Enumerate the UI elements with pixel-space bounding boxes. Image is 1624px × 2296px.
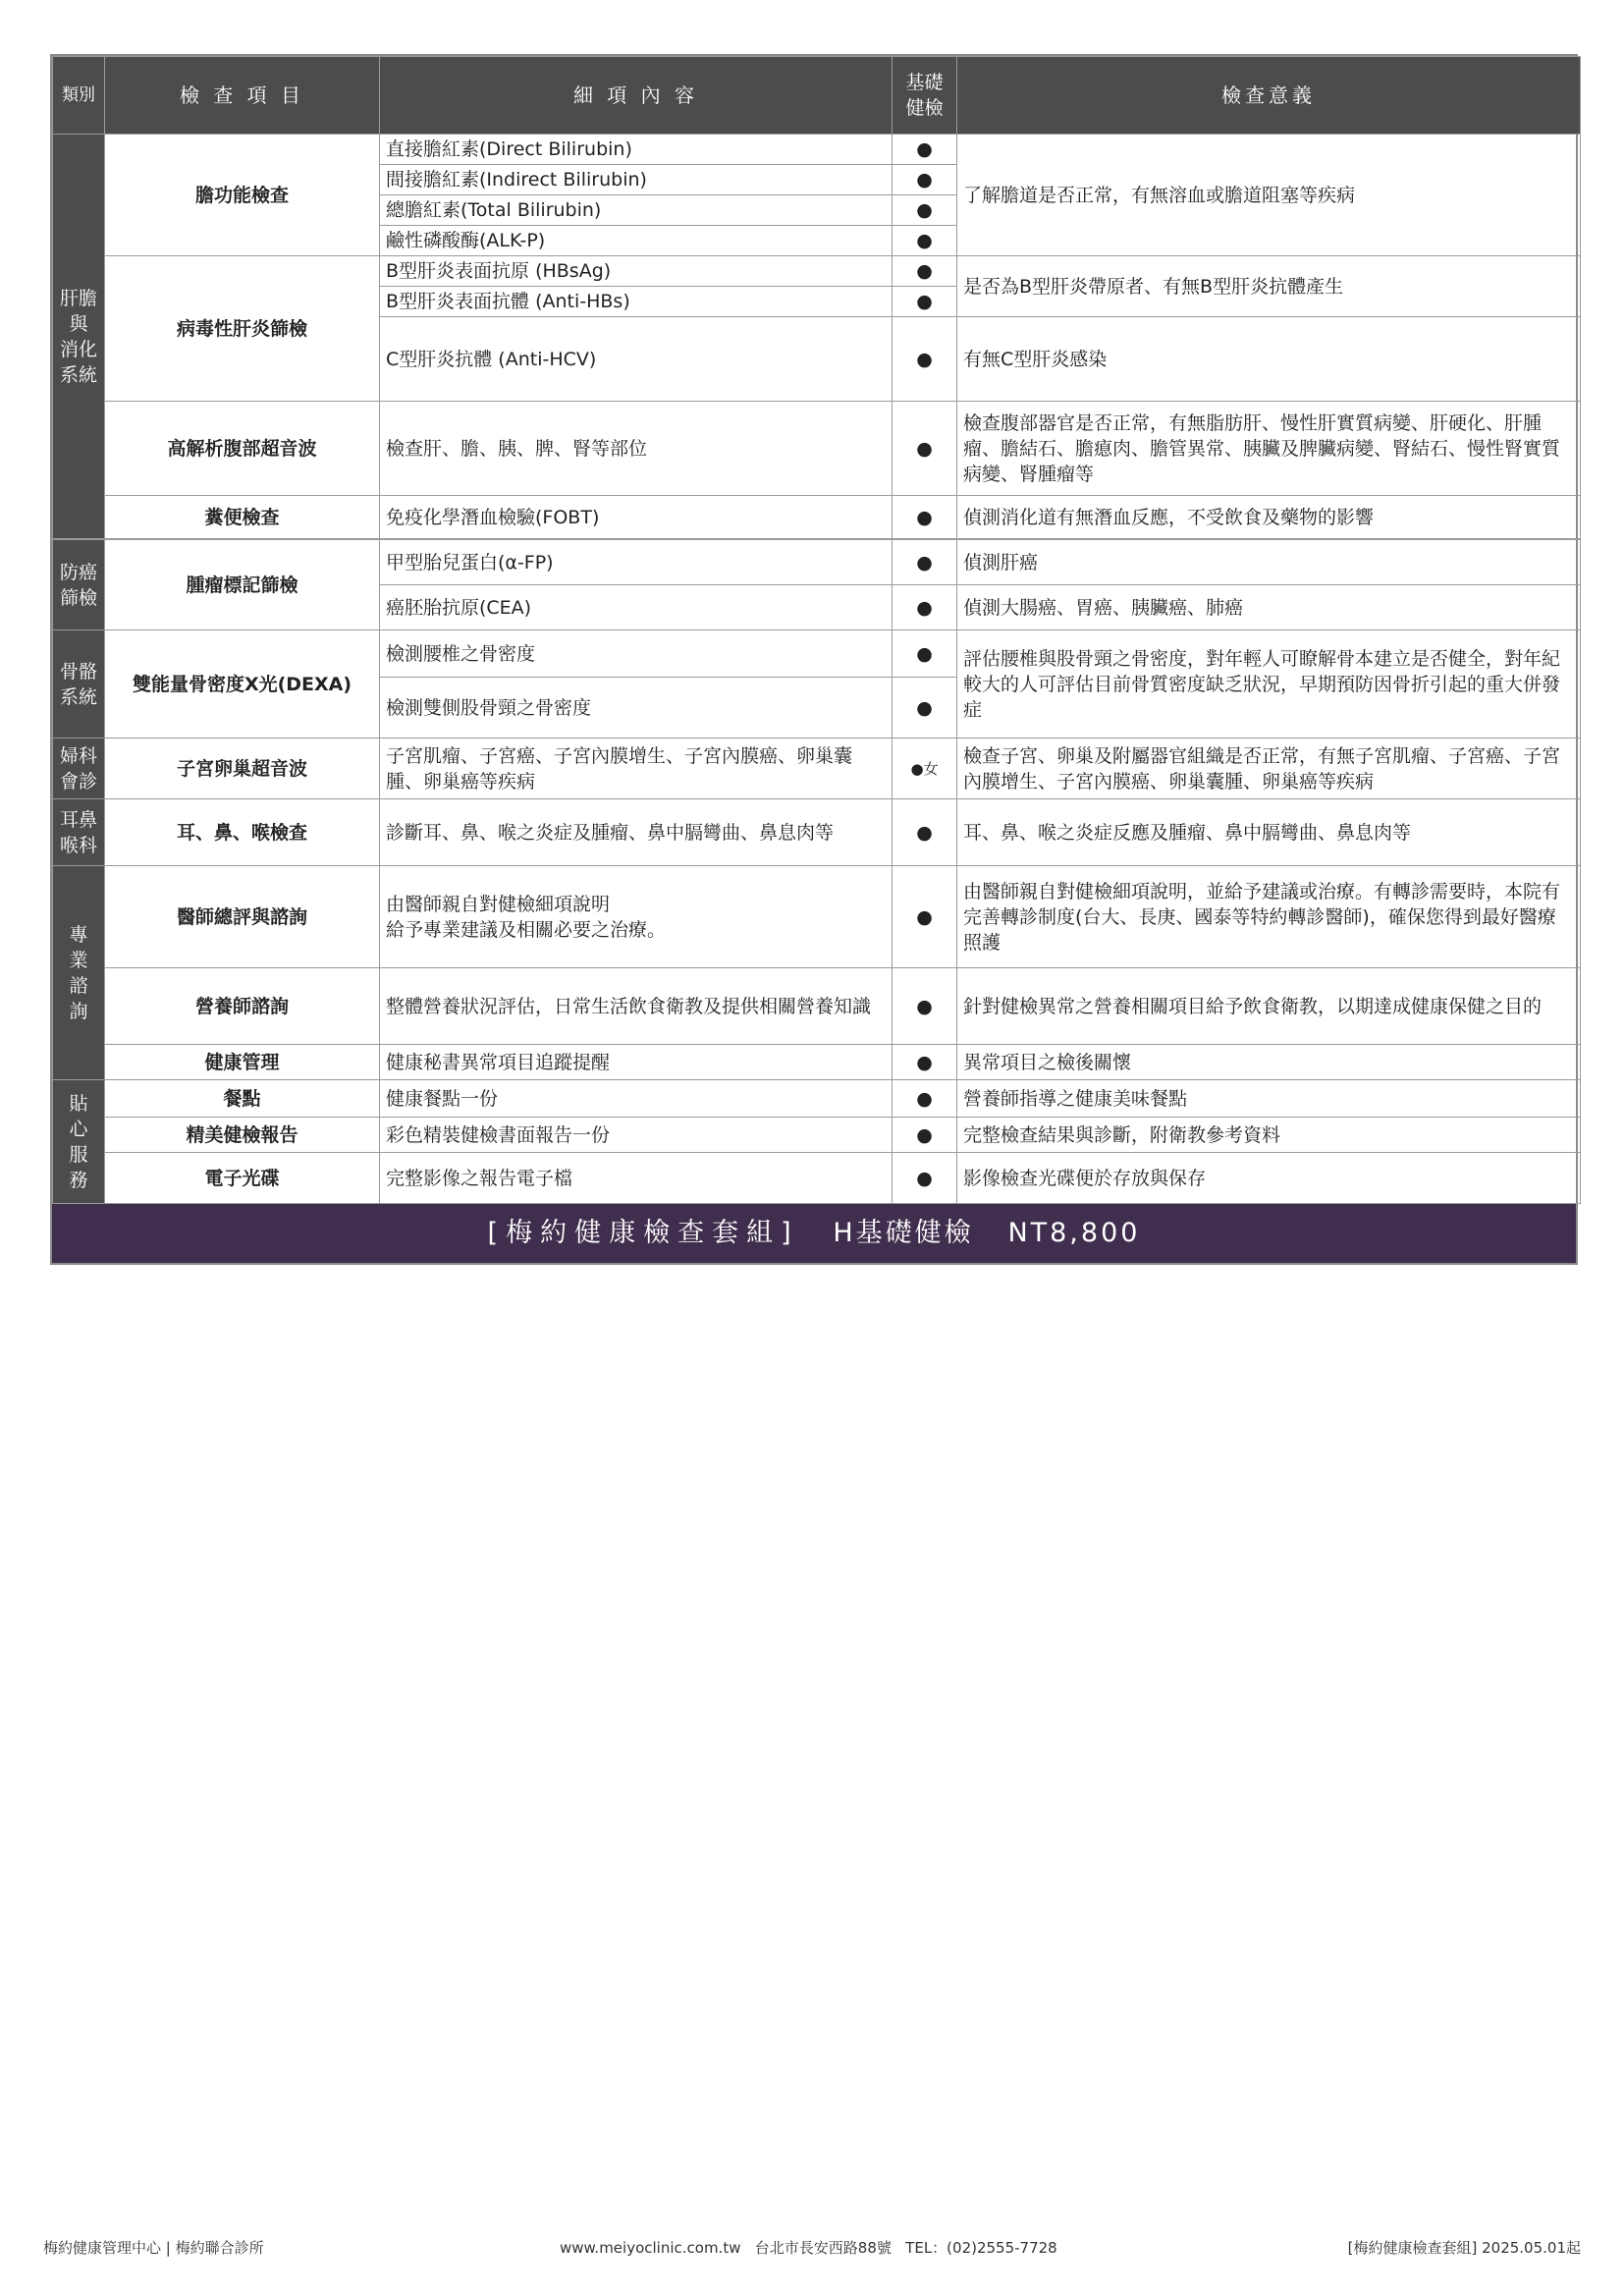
table-row [53,630,1581,678]
detail-indirect-bilirubin: 間接膽紅素(Indirect Bilirubin) [380,165,893,195]
meaning-cd: 影像檢查光碟便於存放與保存 [957,1153,1581,1204]
checkup-table-sheet [50,54,1578,1265]
table-row [53,799,1581,866]
meaning-stool: 偵測消化道有無潛血反應，不受飲食及藥物的影響 [957,496,1581,539]
table-row [53,1118,1581,1153]
table-row [53,866,1581,968]
category-bone: 骨骼 系統 [53,630,105,738]
item-health-mgmt: 健康管理 [105,1045,380,1080]
detail-hbsag: B型肝炎表面抗原 (HBsAg) [380,256,893,287]
detail-antihbs: B型肝炎表面抗體 (Anti-HBs) [380,287,893,317]
basic-dot: ● [893,402,957,496]
header-item: 檢 查 項 目 [105,57,380,135]
detail-uterus: 子宮肌瘤、子宮癌、子宮內膜增生、子宮內膜癌、卵巢囊腫、卵巢癌等疾病 [380,738,893,799]
item-ultrasound: 高解析腹部超音波 [105,402,380,496]
meaning-doctor: 由醫師親自對健檢細項說明，並給予建議或治療。有轉診需要時，本院有完善轉診制度(台大、長庚、國泰等特約轉診醫師)，確保您得到最好醫療照護 [957,866,1581,968]
meaning-report: 完整檢查結果與診斷，附衛教參考資料 [957,1118,1581,1153]
table-row [53,1080,1581,1118]
table-header-row [53,57,1581,135]
basic-dot: ● [893,540,957,585]
basic-dot: ● [893,1153,957,1204]
table-row [53,1045,1581,1080]
detail-ultrasound: 檢查肝、膽、胰、脾、腎等部位 [380,402,893,496]
checkup-table [52,56,1581,539]
basic-dot: ● [893,317,957,402]
basic-dot: ● [893,165,957,195]
item-uterus: 子宮卵巢超音波 [105,738,380,799]
detail-hcv: C型肝炎抗體 (Anti-HCV) [380,317,893,402]
meaning-uterus: 檢查子宮、卵巢及附屬器官組織是否正常，有無子宮肌瘤、子宮癌、子宮內膜增生、子宮內膜癌、卵巢囊腫、卵巢癌等疾病 [957,738,1581,799]
basic-dot: ● [893,678,957,738]
meaning-afp: 偵測肝癌 [957,540,1581,585]
detail-total-bilirubin: 總膽紅素(Total Bilirubin) [380,195,893,226]
table-row [53,738,1581,799]
table-row [53,256,1581,287]
header-detail: 細 項 內 容 [380,57,893,135]
header-category: 類別 [53,57,105,135]
category-consult: 專 業 諮 詢 [53,866,105,1080]
meaning-health-mgmt: 異常項目之檢後關懷 [957,1045,1581,1080]
table-row [53,402,1581,496]
basic-dot: ● [893,195,957,226]
basic-dot: ● [893,256,957,287]
category-gyn: 婦科 會診 [53,738,105,799]
footer-contact: www.meiyoclinic.com.tw 台北市長安西路88號 TEL：(02)2555-7728 [560,2239,1057,2257]
detail-meal: 健康餐點一份 [380,1080,893,1118]
item-bile: 膽功能檢查 [105,135,380,256]
package-price-bar [52,1204,1576,1263]
header-meaning: 檢查意義 [957,57,1581,135]
detail-lumbar: 檢測腰椎之骨密度 [380,630,893,678]
meaning-ent: 耳、鼻、喉之炎症反應及腫瘤、鼻中膈彎曲、鼻息肉等 [957,799,1581,866]
header-basic-label: 基礎 健檢 [905,72,944,119]
basic-dot: ● [893,585,957,630]
basic-dot: ● [893,1045,957,1080]
item-cd: 電子光碟 [105,1153,380,1204]
category-digestive: 肝膽 與 消化 系統 [53,135,105,539]
package-title: [梅約健康檢查套組] [487,1218,799,1248]
detail-cd: 完整影像之報告電子檔 [380,1153,893,1204]
meaning-nutrition: 針對健檢異常之營養相關項目給予飲食衛教，以期達成健康保健之目的 [957,968,1581,1045]
category-cancer: 防癌 篩檢 [53,540,105,630]
detail-doctor: 由醫師親自對健檢細項說明 給予專業建議及相關必要之治療。 [380,866,893,968]
detail-nutrition: 整體營養狀況評估，日常生活飲食衛教及提供相關營養知識 [380,968,893,1045]
basic-dot: ● [893,1118,957,1153]
table-row [53,496,1581,539]
package-price: NT8,800 [1007,1218,1141,1248]
detail-ent: 診斷耳、鼻、喉之炎症及腫瘤、鼻中膈彎曲、鼻息肉等 [380,799,893,866]
basic-dot: ● [893,799,957,866]
basic-dot: ● [893,968,957,1045]
basic-dot: ● [893,1080,957,1118]
meaning-hbv: 是否為B型肝炎帶原者、有無B型肝炎抗體產生 [957,256,1581,317]
meaning-cea: 偵測大腸癌、胃癌、胰臟癌、肺癌 [957,585,1581,630]
detail-direct-bilirubin: 直接膽紅素(Direct Bilirubin) [380,135,893,165]
detail-health-mgmt: 健康秘書異常項目追蹤提醒 [380,1045,893,1080]
item-ent: 耳、鼻、喉檢查 [105,799,380,866]
basic-dot: ● [893,866,957,968]
meaning-hcv: 有無C型肝炎感染 [957,317,1581,402]
item-tumor: 腫瘤標記篩檢 [105,540,380,630]
item-nutrition: 營養師諮詢 [105,968,380,1045]
detail-fobt: 免疫化學潛血檢驗(FOBT) [380,496,893,539]
footer-org: 梅約健康管理中心 | 梅約聯合診所 [43,2239,264,2257]
basic-dot-female: ●女 [893,738,957,799]
detail-femur: 檢測雙側股骨頸之骨密度 [380,678,893,738]
item-stool: 糞便檢查 [105,496,380,539]
meaning-bile: 了解膽道是否正常，有無溶血或膽道阻塞等疾病 [957,135,1581,256]
detail-afp: 甲型胎兒蛋白(α-FP) [380,540,893,585]
checkup-table-lower [52,539,1581,1204]
basic-dot: ● [893,226,957,256]
category-ent: 耳鼻 喉科 [53,799,105,866]
basic-dot: ● [893,630,957,678]
meaning-dexa: 評估腰椎與股骨頸之骨密度，對年輕人可瞭解骨本建立是否健全，對年紀較大的人可評估目前骨質密度缺乏狀況，早期預防因骨折引起的重大併發症 [957,630,1581,738]
detail-alkp: 鹼性磷酸酶(ALK-P) [380,226,893,256]
footer-version: [梅約健康檢查套組] 2025.05.01起 [1347,2239,1581,2257]
detail-report: 彩色精裝健檢書面報告一份 [380,1118,893,1153]
basic-dot: ● [893,135,957,165]
package-plan: H基礎健檢 [833,1218,974,1248]
item-meal: 餐點 [105,1080,380,1118]
item-report: 精美健檢報告 [105,1118,380,1153]
item-doctor: 醫師總評與諮詢 [105,866,380,968]
item-hepatitis: 病毒性肝炎篩檢 [105,256,380,402]
meaning-ultrasound: 檢查腹部器官是否正常，有無脂肪肝、慢性肝實質病變、肝硬化、肝腫瘤、膽結石、膽瘜肉、膽管異常、胰臟及脾臟病變、腎結石、慢性腎實質病變、腎腫瘤等 [957,402,1581,496]
table-row [53,968,1581,1045]
table-row [53,1153,1581,1204]
meaning-meal: 營養師指導之健康美味餐點 [957,1080,1581,1118]
table-row [53,540,1581,585]
basic-dot: ● [893,496,957,539]
header-basic [893,57,957,135]
table-row [53,135,1581,165]
category-service: 貼 心 服 務 [53,1080,105,1204]
item-dexa: 雙能量骨密度X光(DEXA) [105,630,380,738]
basic-dot: ● [893,287,957,317]
detail-cea: 癌胚胎抗原(CEA) [380,585,893,630]
